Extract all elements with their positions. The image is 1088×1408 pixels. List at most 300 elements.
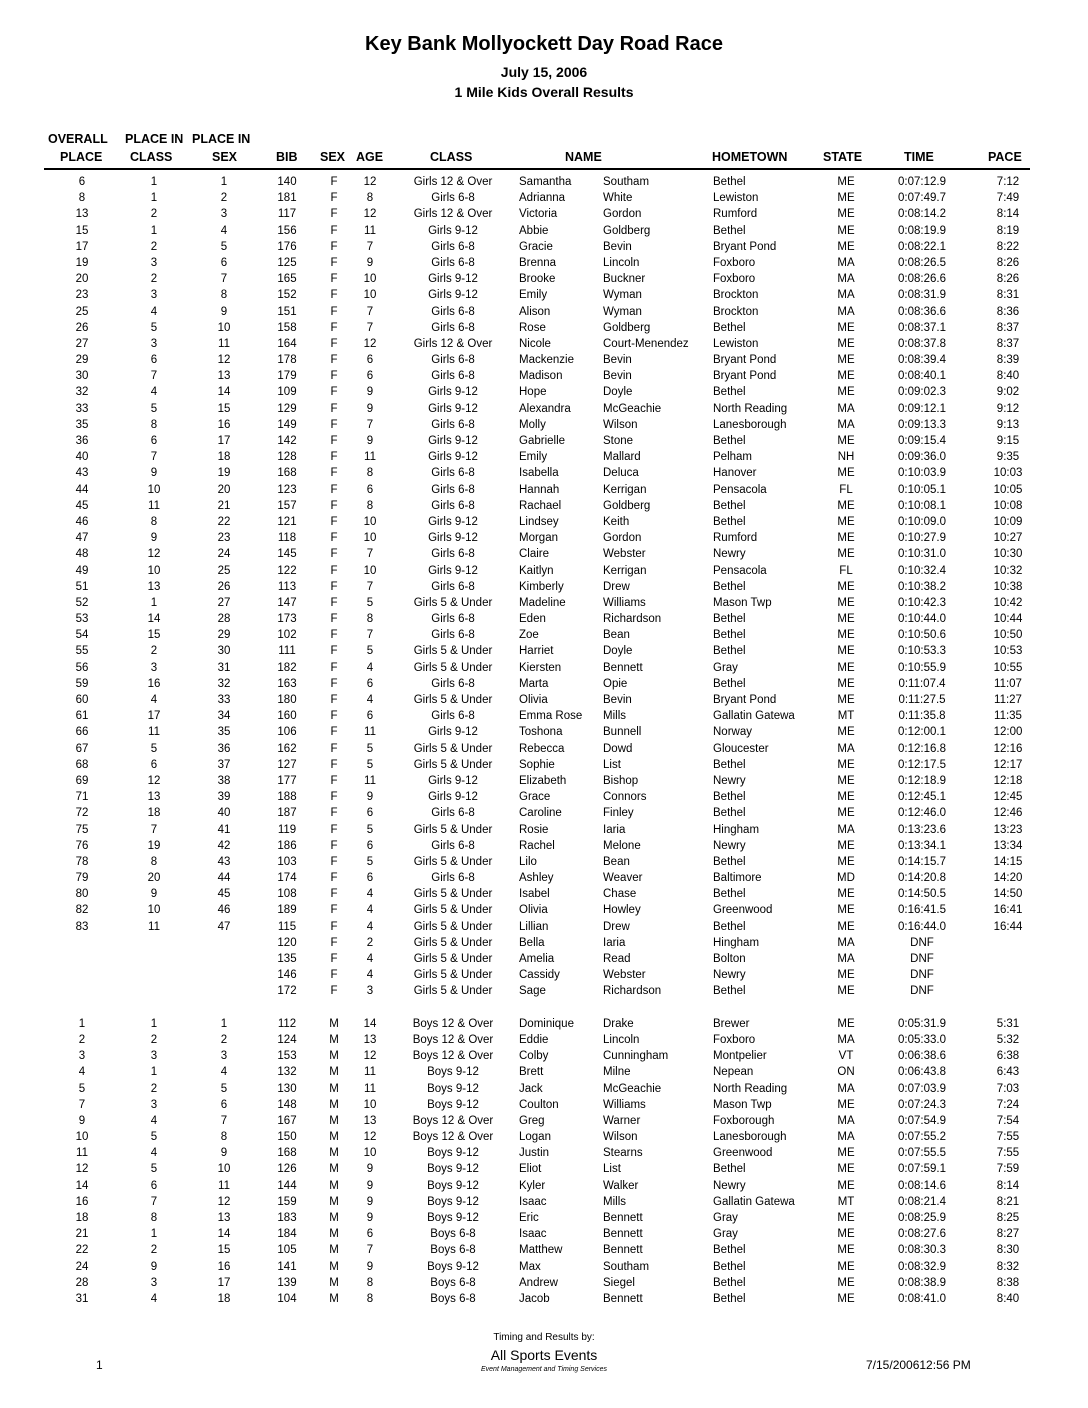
cell-sex-place: 5 <box>220 240 228 253</box>
cell-class: Boys 12 & Over <box>412 1050 494 1063</box>
cell-class: Girls 6-8 <box>431 370 475 383</box>
cell-sex-place: 40 <box>217 807 231 820</box>
cell-pace: 16:44 <box>993 920 1023 933</box>
table-row <box>0 1048 1088 1064</box>
cell-bib: 148 <box>277 1098 297 1111</box>
cell-age: 7 <box>366 1244 374 1257</box>
cell-sex: F <box>330 758 338 771</box>
cell-state: MA <box>837 936 855 949</box>
cell-pace: 9:13 <box>996 418 1020 431</box>
header-rule <box>44 168 1030 170</box>
cell-hometown: Gloucester <box>713 742 769 755</box>
cell-state: ME <box>837 1098 855 1111</box>
cell-class: Girls 6-8 <box>431 321 475 334</box>
cell-time: 0:16:44.0 <box>898 920 946 933</box>
cell-hometown: Bethel <box>713 807 746 820</box>
cell-time: 0:12:18.9 <box>898 774 946 787</box>
cell-first-name: Lindsey <box>519 515 559 528</box>
cell-hometown: Pensacola <box>713 564 767 577</box>
cell-state: ME <box>837 855 855 868</box>
cell-age: 8 <box>366 467 374 480</box>
cell-hometown: Newry <box>713 969 746 982</box>
col-time: TIME <box>904 150 934 164</box>
cell-pace: 8:19 <box>996 224 1020 237</box>
cell-class: Girls 9-12 <box>428 451 478 464</box>
cell-sex-place: 39 <box>217 791 231 804</box>
cell-class-place: 4 <box>150 694 158 706</box>
cell-hometown: Lewiston <box>713 192 759 205</box>
cell-overall-place: 14 <box>75 1179 89 1192</box>
cell-age: 9 <box>366 1195 374 1208</box>
cell-first-name: Adrianna <box>519 192 566 205</box>
cell-class: Girls 5 & Under <box>413 694 493 706</box>
cell-state: ME <box>837 386 855 399</box>
cell-pace: 8:14 <box>996 208 1020 221</box>
cell-first-name: Caroline <box>519 807 562 820</box>
cell-sex-place: 10 <box>217 321 231 334</box>
cell-hometown: Mason Twp <box>713 1098 772 1111</box>
cell-pace: 7:54 <box>996 1114 1020 1127</box>
cell-bib: 156 <box>277 224 297 237</box>
cell-sex-place: 28 <box>217 613 231 626</box>
table-row <box>0 465 1088 481</box>
cell-last-name: Williams <box>603 596 646 609</box>
cell-state: MA <box>837 1033 855 1046</box>
cell-sex-place: 18 <box>217 1292 231 1305</box>
cell-class: Girls 6-8 <box>431 483 475 496</box>
cell-first-name: Isabella <box>519 467 559 480</box>
cell-bib: 150 <box>277 1131 297 1144</box>
cell-age: 6 <box>366 1228 374 1241</box>
cell-last-name: Webster <box>603 969 646 982</box>
cell-age: 12 <box>363 337 377 350</box>
cell-bib: 162 <box>277 742 297 755</box>
cell-last-name: Goldberg <box>603 499 651 512</box>
cell-class: Girls 5 & Under <box>413 888 493 901</box>
cell-sex: F <box>330 289 338 302</box>
cell-overall-place: 35 <box>75 418 89 431</box>
cell-bib: 105 <box>277 1244 297 1257</box>
cell-state: MA <box>837 1082 855 1095</box>
table-row <box>0 579 1088 595</box>
cell-first-name: Justin <box>519 1147 550 1160</box>
cell-age: 9 <box>366 1212 374 1224</box>
table-row <box>0 304 1088 320</box>
cell-class: Girls 5 & Under <box>413 953 493 965</box>
cell-class-place: 20 <box>147 872 161 885</box>
cell-age: 13 <box>363 1114 377 1127</box>
cell-bib: 140 <box>277 176 297 188</box>
cell-bib: 122 <box>277 564 297 577</box>
cell-first-name: Max <box>519 1260 541 1273</box>
cell-age: 11 <box>364 451 376 464</box>
cell-sex-place: 42 <box>217 839 231 852</box>
cell-first-name: Nicole <box>519 337 551 350</box>
cell-overall-place: 25 <box>75 305 89 318</box>
cell-time: 0:10:27.9 <box>898 532 946 545</box>
cell-state: MA <box>837 418 855 431</box>
cell-first-name: Eliot <box>519 1163 542 1176</box>
col-hometown: HOMETOWN <box>712 150 788 164</box>
cell-hometown: Pensacola <box>713 483 767 496</box>
cell-sex-place: 3 <box>220 208 228 221</box>
cell-pace: 12:45 <box>993 791 1023 804</box>
cell-last-name: Mallard <box>603 451 641 464</box>
cell-age: 10 <box>363 1147 377 1160</box>
cell-class: Boys 12 & Over <box>412 1131 494 1144</box>
col-class: CLASS <box>430 150 473 164</box>
cell-age: 6 <box>366 483 374 496</box>
cell-class: Boys 12 & Over <box>412 1033 494 1046</box>
cell-sex-place: 45 <box>217 888 231 901</box>
cell-last-name: Lincoln <box>603 1033 640 1046</box>
cell-class-place: 3 <box>150 1098 158 1111</box>
cell-bib: 187 <box>277 807 297 820</box>
cell-time: 0:07:24.3 <box>898 1098 946 1111</box>
cell-last-name: Wilson <box>603 418 638 431</box>
cell-overall-place: 10 <box>75 1131 89 1144</box>
cell-sex-place: 34 <box>217 710 231 723</box>
cell-sex: M <box>329 1163 339 1176</box>
cell-overall-place: 68 <box>75 758 89 771</box>
cell-class-place: 16 <box>147 677 161 690</box>
section-gap <box>0 1000 1088 1016</box>
cell-sex-place: 46 <box>217 904 231 917</box>
cell-last-name: McGeachie <box>603 402 662 415</box>
cell-last-name: Gordon <box>603 532 642 545</box>
cell-bib: 182 <box>277 661 297 674</box>
cell-sex-place: 41 <box>217 823 231 836</box>
cell-sex: F <box>330 855 338 868</box>
cell-sex-place: 16 <box>217 1260 231 1273</box>
cell-state: ME <box>837 208 855 221</box>
cell-age: 5 <box>366 645 374 658</box>
cell-sex: F <box>330 969 338 982</box>
cell-bib: 149 <box>277 418 297 431</box>
cell-overall-place: 7 <box>78 1098 86 1111</box>
cell-pace: 9:12 <box>996 402 1020 415</box>
cell-first-name: Amelia <box>519 953 555 965</box>
cell-class: Girls 5 & Under <box>413 904 493 917</box>
cell-time: 0:11:35.8 <box>898 710 946 723</box>
cell-age: 4 <box>366 969 374 982</box>
timing-tagline: Event Management and Timing Services <box>481 1366 607 1373</box>
results-subtitle: 1 Mile Kids Overall Results <box>454 84 634 100</box>
cell-hometown: Foxboro <box>713 273 756 286</box>
cell-pace: 12:46 <box>993 807 1023 820</box>
cell-last-name: Chase <box>603 888 637 901</box>
cell-class: Boys 9-12 <box>427 1195 479 1208</box>
cell-age: 12 <box>363 1131 377 1144</box>
cell-overall-place: 11 <box>76 1147 88 1160</box>
cell-overall-place: 45 <box>75 499 89 512</box>
cell-class-place: 12 <box>147 774 161 787</box>
cell-sex-place: 19 <box>217 467 231 480</box>
cell-last-name: Howley <box>603 904 641 917</box>
cell-age: 7 <box>366 580 374 593</box>
cell-hometown: Bethel <box>713 1260 746 1273</box>
cell-sex: F <box>330 936 338 949</box>
table-row <box>0 546 1088 562</box>
cell-sex-place: 25 <box>217 564 231 577</box>
cell-hometown: Brewer <box>713 1017 750 1030</box>
cell-sex: M <box>329 1260 339 1273</box>
cell-overall-place: 36 <box>75 435 89 447</box>
cell-last-name: Deluca <box>603 467 639 480</box>
cell-class: Girls 9-12 <box>428 564 478 577</box>
cell-time: 0:10:32.4 <box>898 564 946 577</box>
cell-last-name: Southam <box>603 1260 650 1273</box>
cell-hometown: Greenwood <box>713 904 773 917</box>
cell-sex-place: 1 <box>220 1017 228 1030</box>
cell-class: Girls 5 & Under <box>413 596 493 609</box>
table-row <box>0 935 1088 951</box>
table-row <box>0 1194 1088 1210</box>
cell-class-place: 13 <box>147 791 161 804</box>
cell-pace: 6:43 <box>996 1066 1020 1079</box>
cell-state: MA <box>837 289 855 302</box>
cell-time: 0:13:23.6 <box>898 823 946 836</box>
table-row <box>0 1178 1088 1194</box>
cell-sex: M <box>329 1228 339 1241</box>
table-row <box>0 919 1088 935</box>
cell-bib: 183 <box>277 1212 297 1224</box>
cell-time: 0:09:12.1 <box>898 402 946 415</box>
col-sex-place: SEX <box>212 150 238 164</box>
cell-hometown: Newry <box>713 548 746 561</box>
cell-time: 0:07:55.2 <box>898 1131 946 1144</box>
cell-overall-place: 13 <box>75 208 89 221</box>
cell-last-name: Southam <box>603 176 650 188</box>
cell-first-name: Madison <box>519 370 563 383</box>
cell-sex: M <box>329 1179 339 1192</box>
cell-time: 0:13:34.1 <box>898 839 946 852</box>
cell-sex-place: 6 <box>220 1098 228 1111</box>
cell-hometown: Baltimore <box>713 872 762 885</box>
cell-age: 7 <box>366 321 374 334</box>
cell-age: 6 <box>366 807 374 820</box>
cell-hometown: Brockton <box>713 289 759 302</box>
cell-age: 9 <box>366 256 374 269</box>
cell-time: 0:06:38.6 <box>898 1050 946 1063</box>
cell-bib: 115 <box>277 920 297 933</box>
cell-sex: M <box>329 1050 339 1063</box>
cell-state: ME <box>837 1163 855 1176</box>
cell-sex-place: 17 <box>217 1276 231 1289</box>
cell-class: Girls 6-8 <box>431 467 475 480</box>
cell-sex: M <box>329 1098 339 1111</box>
cell-state: ME <box>837 904 855 917</box>
cell-pace: 7:12 <box>996 176 1020 188</box>
cell-sex: F <box>330 224 338 237</box>
cell-class-place: 3 <box>150 661 158 674</box>
cell-hometown: Bethel <box>713 920 746 933</box>
cell-age: 6 <box>366 354 374 367</box>
table-row <box>0 190 1088 206</box>
cell-age: 4 <box>366 694 374 706</box>
cell-overall-place: 54 <box>75 629 89 642</box>
cell-hometown: Lewiston <box>713 337 759 350</box>
cell-time: 0:08:36.6 <box>898 305 946 318</box>
cell-bib: 117 <box>277 208 297 221</box>
cell-class-place: 18 <box>147 807 161 820</box>
cell-time: 0:10:05.1 <box>898 483 946 496</box>
cell-sex: M <box>329 1276 339 1289</box>
table-row <box>0 724 1088 740</box>
cell-bib: 178 <box>277 354 297 367</box>
cell-age: 9 <box>366 1260 374 1273</box>
cell-class-place: 7 <box>150 823 158 836</box>
cell-overall-place: 4 <box>78 1066 86 1079</box>
cell-first-name: Gabrielle <box>519 435 566 447</box>
cell-state: ME <box>837 532 855 545</box>
cell-class: Girls 5 & Under <box>413 969 493 982</box>
table-row <box>0 822 1088 838</box>
cell-pace: 14:50 <box>993 888 1023 901</box>
cell-state: NH <box>837 451 855 464</box>
cell-sex: M <box>329 1212 339 1224</box>
cell-class: Boys 12 & Over <box>412 1017 494 1030</box>
cell-last-name: Bean <box>603 855 630 868</box>
cell-class: Boys 6-8 <box>430 1276 476 1289</box>
cell-last-name: Bean <box>603 629 630 642</box>
cell-first-name: Ashley <box>519 872 554 885</box>
cell-overall-place: 3 <box>78 1050 86 1063</box>
cell-bib: 146 <box>277 969 297 982</box>
cell-state: MA <box>837 273 855 286</box>
cell-sex-place: 14 <box>217 1228 231 1241</box>
cell-state: ME <box>837 985 855 998</box>
cell-overall-place: 26 <box>75 321 89 334</box>
cell-first-name: Matthew <box>519 1244 563 1257</box>
cell-class-place: 11 <box>148 726 160 739</box>
cell-overall-place: 29 <box>75 354 89 367</box>
cell-class-place: 3 <box>150 256 158 269</box>
cell-first-name: Claire <box>519 548 550 561</box>
cell-bib: 147 <box>277 596 297 609</box>
cell-class: Girls 6-8 <box>431 305 475 318</box>
cell-sex-place: 47 <box>217 920 231 933</box>
cell-last-name: Kerrigan <box>603 564 647 577</box>
cell-sex: F <box>330 499 338 512</box>
cell-sex: F <box>330 726 338 739</box>
cell-hometown: Nepean <box>713 1066 754 1079</box>
cell-time: 0:08:22.1 <box>898 240 946 253</box>
col-sex: SEX <box>320 150 346 164</box>
cell-time: 0:07:12.9 <box>898 176 946 188</box>
cell-state: ME <box>837 321 855 334</box>
cell-age: 9 <box>366 435 374 447</box>
cell-state: ME <box>837 515 855 528</box>
cell-bib: 112 <box>277 1017 297 1030</box>
cell-last-name: Bishop <box>603 774 639 787</box>
table-row <box>0 692 1088 708</box>
cell-pace: 8:38 <box>996 1276 1020 1289</box>
cell-hometown: Bethel <box>713 791 746 804</box>
cell-sex-place: 15 <box>217 1244 231 1257</box>
cell-time: 0:08:26.6 <box>898 273 946 286</box>
table-row <box>0 805 1088 821</box>
cell-class: Boys 9-12 <box>427 1098 479 1111</box>
cell-state: ME <box>837 192 855 205</box>
cell-bib: 113 <box>277 580 297 593</box>
cell-bib: 157 <box>277 499 297 512</box>
cell-first-name: Andrew <box>519 1276 558 1289</box>
cell-bib: 130 <box>277 1082 297 1095</box>
table-row <box>0 433 1088 449</box>
table-row <box>0 951 1088 967</box>
cell-first-name: Rebecca <box>519 742 565 755</box>
cell-sex: F <box>330 694 338 706</box>
cell-first-name: Jacob <box>519 1292 550 1305</box>
col-class-place: CLASS <box>130 150 173 164</box>
cell-sex: F <box>330 305 338 318</box>
cell-sex: F <box>330 273 338 286</box>
cell-class-place: 5 <box>150 402 158 415</box>
cell-first-name: Brett <box>519 1066 544 1079</box>
cell-pace: 12:17 <box>993 758 1023 771</box>
cell-hometown: Hingham <box>713 936 760 949</box>
cell-bib: 188 <box>277 791 297 804</box>
cell-last-name: Richardson <box>603 613 662 626</box>
cell-time: 0:10:44.0 <box>898 613 946 626</box>
cell-age: 10 <box>363 515 377 528</box>
cell-class-place: 2 <box>150 208 158 221</box>
cell-overall-place: 55 <box>75 645 89 658</box>
cell-last-name: Wyman <box>603 305 642 318</box>
cell-time: 0:14:20.8 <box>898 872 946 885</box>
cell-first-name: Alexandra <box>519 402 571 415</box>
cell-time: 0:08:14.2 <box>898 208 946 221</box>
cell-state: ME <box>837 613 855 626</box>
cell-sex-place: 37 <box>217 758 231 771</box>
cell-time: 0:07:54.9 <box>898 1114 946 1127</box>
cell-pace: 14:20 <box>993 872 1023 885</box>
cell-class-place: 10 <box>147 564 161 577</box>
cell-sex: M <box>329 1131 339 1144</box>
cell-overall-place: 16 <box>75 1195 89 1208</box>
cell-class: Girls 6-8 <box>431 839 475 852</box>
cell-time: 0:12:46.0 <box>898 807 946 820</box>
cell-bib: 125 <box>277 256 297 269</box>
cell-first-name: Eden <box>519 613 546 626</box>
cell-class-place: 5 <box>150 1131 158 1144</box>
cell-age: 6 <box>366 872 374 885</box>
cell-first-name: Kimberly <box>519 580 564 593</box>
cell-hometown: North Reading <box>713 402 788 415</box>
cell-pace: 13:34 <box>993 839 1023 852</box>
cell-first-name: Rosie <box>519 823 549 836</box>
cell-time: DNF <box>910 985 934 998</box>
cell-pace: 8:39 <box>996 354 1020 367</box>
cell-sex-place: 27 <box>217 596 231 609</box>
table-row <box>0 174 1088 190</box>
table-row <box>0 530 1088 546</box>
cell-hometown: Bryant Pond <box>713 370 777 383</box>
cell-overall-place: 76 <box>75 839 89 852</box>
cell-time: 0:08:40.1 <box>898 370 946 383</box>
cell-pace: 14:15 <box>993 855 1023 868</box>
cell-sex-place: 2 <box>220 1033 228 1046</box>
cell-pace: 10:42 <box>993 596 1023 609</box>
cell-hometown: Rumford <box>713 208 758 221</box>
cell-class: Boys 9-12 <box>427 1179 479 1192</box>
cell-sex-place: 33 <box>217 694 231 706</box>
table-row <box>0 708 1088 724</box>
cell-hometown: Foxboro <box>713 256 756 269</box>
col-pace: PACE <box>988 150 1022 164</box>
cell-sex: F <box>330 677 338 690</box>
